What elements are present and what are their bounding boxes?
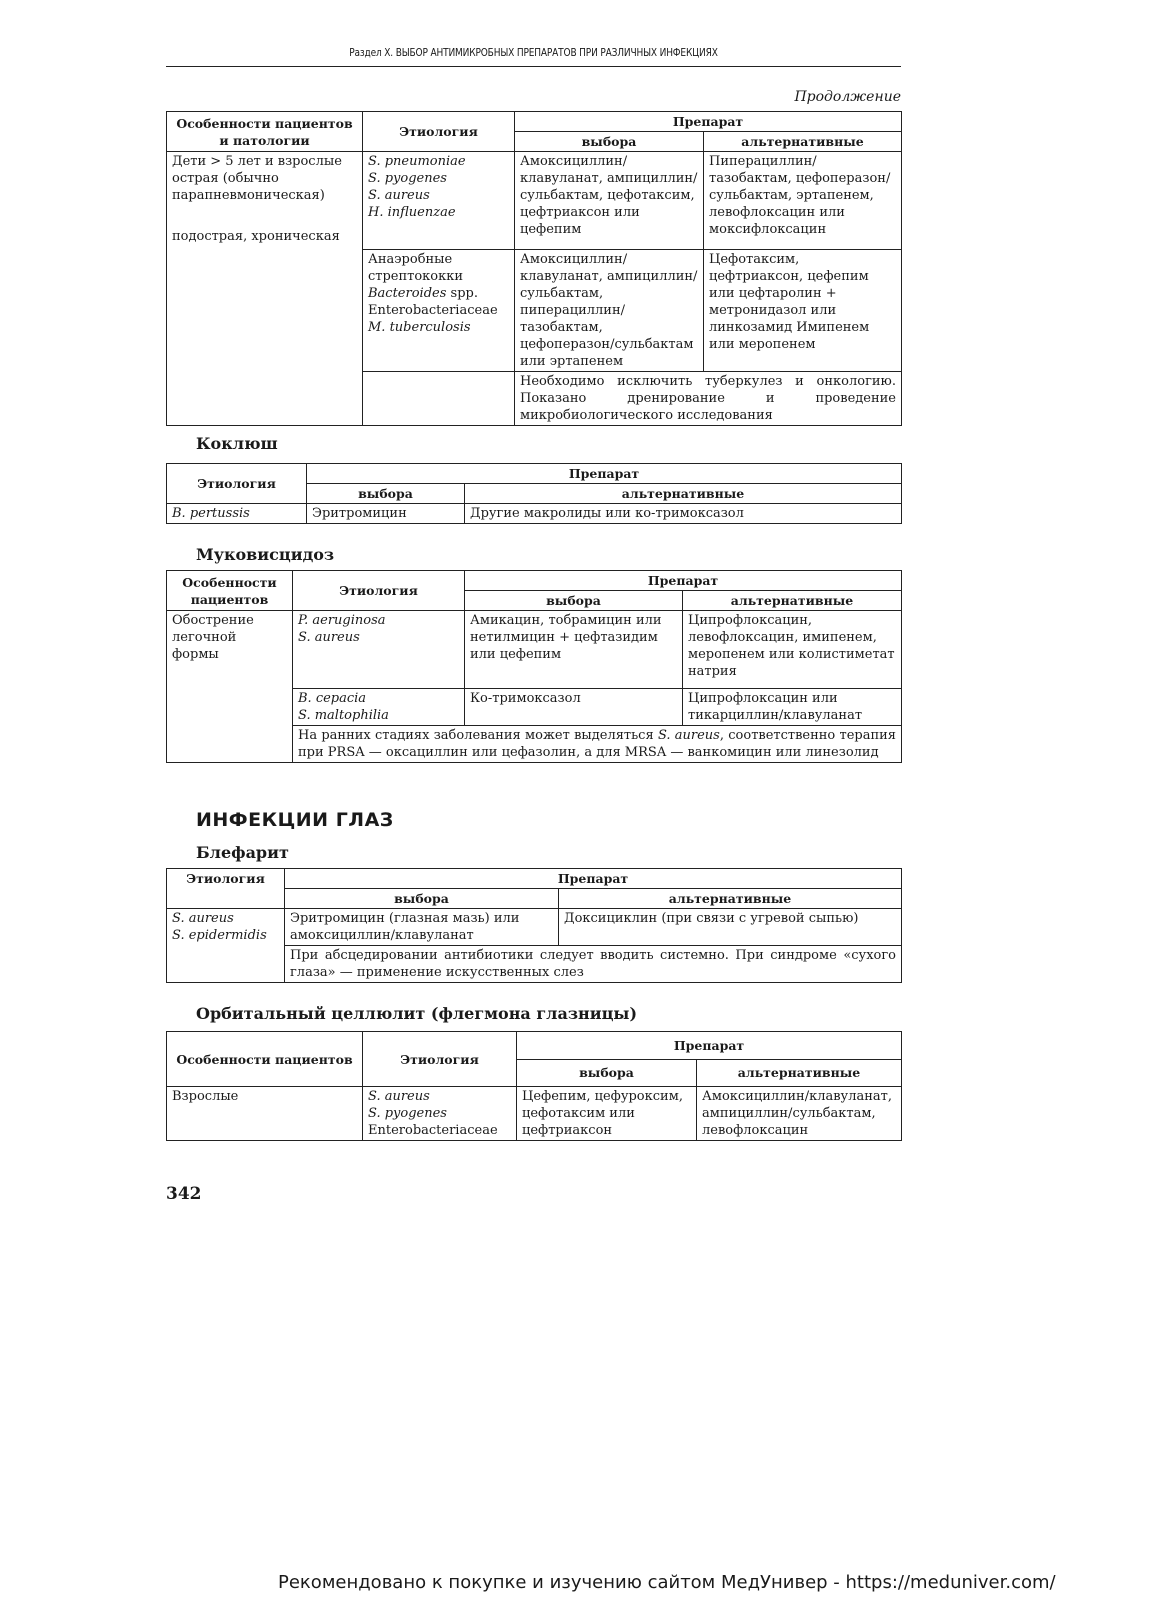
table-blepharitis <box>166 868 901 983</box>
pathogen: S. pneumoniae <box>368 154 466 169</box>
col-header-etiology: Этиология <box>363 112 515 152</box>
pathogen: S. pyogenes <box>368 1106 447 1121</box>
col-header-drug: Препарат <box>285 869 902 889</box>
alt-cell: Другие макролиды или ко-тримоксазол <box>465 504 902 524</box>
table-note: Необходимо исключить туберкулез и онкологию. Показано дренирование и проведение микробиологического исследования <box>515 372 902 426</box>
pathogen: S. maltophilia <box>298 708 389 723</box>
col-header-etiology: Этиология <box>167 869 285 909</box>
table-pleural-empyema <box>166 111 901 426</box>
col-header-drug: Препарат <box>307 464 902 484</box>
pathogen: P. aeruginosa <box>298 613 386 628</box>
etiology-cell <box>363 152 515 250</box>
pathogen: Bacteroides spp. <box>368 286 478 301</box>
pathogen: M. tuberculosis <box>368 320 471 335</box>
col-header-patient: Особенности пациентов и патологии <box>167 112 363 152</box>
continued-label: Продолжение <box>794 89 901 105</box>
choice-cell: Амоксициллин/клавуланат, ампициллин/сульбактам, пиперациллин/тазобактам, цефоперазон/сульбактам или эртапенем <box>515 250 704 372</box>
page-number: 342 <box>166 1184 202 1204</box>
patient-cell: Обострение легочной формы <box>167 611 293 763</box>
col-header-drug: Препарат <box>517 1032 902 1060</box>
footer-recommendation: Рекомендовано к покупке и изучению сайтом МедУнивер - https://meduniver.com/ <box>278 1572 1056 1593</box>
pathogen: Enterobacteriaceae <box>368 303 498 318</box>
table-note: На ранних стадиях заболевания может выделяться S. aureus, соответственно терапия при PRSA — оксациллин или цефазолин, а для MRSA — ванкомицин или линезолид <box>293 726 902 763</box>
pathogen: S. epidermidis <box>172 928 267 943</box>
col-header-choice: выбора <box>285 889 559 909</box>
col-header-drug: Препарат <box>515 112 902 132</box>
section-title-orbital: Орбитальный целлюлит (флегмона глазницы) <box>196 1004 638 1023</box>
alt-cell: Амоксициллин/клавуланат, ампициллин/сульбактам, левофлоксацин <box>697 1087 902 1141</box>
pathogen: S. aureus <box>172 911 234 926</box>
chapter-title-eye-infections: ИНФЕКЦИИ ГЛАЗ <box>196 809 394 831</box>
choice-cell: Амоксициллин/клавуланат, ампициллин/сульбактам, цефотаксим, цефтриаксон или цефепим <box>515 152 704 250</box>
col-header-choice: выбора <box>515 132 704 152</box>
col-header-alt: альтернативные <box>704 132 902 152</box>
choice-cell: Эритромицин <box>307 504 465 524</box>
pathogen: H. influenzae <box>368 205 456 220</box>
table-pertussis <box>166 463 901 524</box>
alt-cell: Цефотаксим, цефтриаксон, цефепим или цефтаролин + метронидазол или линкозамид Имипенем или меропенем <box>704 250 902 372</box>
col-header-choice: выбора <box>307 484 465 504</box>
col-header-choice: выбора <box>465 591 683 611</box>
etiology-cell <box>293 611 465 689</box>
table-orbital <box>166 1031 901 1141</box>
col-header-alt: альтернативные <box>697 1059 902 1087</box>
col-header-patient: Особенности пациентов <box>167 571 293 611</box>
etiology-cell <box>363 250 515 372</box>
table-note: При абсцедировании антибиотики следует вводить системно. При синдроме «сухого глаза» — применение искусственных слез <box>285 946 902 983</box>
table-row <box>167 152 363 426</box>
choice-cell: Амикацин, тобрамицин или нетилмицин + цефтазидим или цефепим <box>465 611 683 689</box>
header-rule <box>166 66 901 67</box>
col-header-etiology: Этиология <box>293 571 465 611</box>
pathogen: Enterobacteriaceae <box>368 1123 498 1138</box>
col-header-alt: альтернативные <box>465 484 902 504</box>
pathogen: S. aureus <box>368 188 430 203</box>
col-header-choice: выбора <box>517 1059 697 1087</box>
col-header-etiology: Этиология <box>363 1032 517 1087</box>
running-head: Раздел X. ВЫБОР АНТИМИКРОБНЫХ ПРЕПАРАТОВ ПРИ РАЗЛИЧНЫХ ИНФЕКЦИЯХ <box>349 46 718 59</box>
choice-cell: Цефепим, цефуроксим, цефотаксим или цефтриаксон <box>517 1087 697 1141</box>
section-title-pertussis: Коклюш <box>196 434 278 453</box>
alt-cell: Ципрофлоксацин или тикарциллин/клавуланат <box>683 689 902 726</box>
pathogen: S. aureus <box>368 1089 430 1104</box>
table-cf <box>166 570 901 763</box>
alt-cell: Ципрофлоксацин, левофлоксацин, имипенем, меропенем или колистиметат натрия <box>683 611 902 689</box>
section-title-cf: Муковисцидоз <box>196 545 335 564</box>
pathogen: Анаэробные стрептококки <box>368 252 464 284</box>
pathogen: S. pyogenes <box>368 171 447 186</box>
patient-subacute: подострая, хроническая <box>172 229 340 244</box>
alt-cell: Пиперациллин/тазобактам, цефоперазон/сульбактам, эртапенем, левофлоксацин или моксифлоксацин <box>704 152 902 250</box>
etiology-cell <box>363 1087 517 1141</box>
section-title-blepharitis: Блефарит <box>196 843 289 862</box>
pathogen: B. cepacia <box>298 691 367 706</box>
col-header-patient: Особенности пациентов <box>167 1032 363 1087</box>
pathogen: S. aureus <box>298 630 360 645</box>
col-header-alt: альтернативные <box>683 591 902 611</box>
etiology-cell: B. pertussis <box>167 504 307 524</box>
choice-cell: Ко-тримоксазол <box>465 689 683 726</box>
patient-cell: Взрослые <box>167 1087 363 1141</box>
col-header-alt: альтернативные <box>559 889 902 909</box>
etiology-cell <box>293 689 465 726</box>
alt-cell: Доксициклин (при связи с угревой сыпью) <box>559 909 902 946</box>
col-header-etiology: Этиология <box>167 464 307 504</box>
choice-cell: Эритромицин (глазная мазь) или амоксициллин/клавуланат <box>285 909 559 946</box>
patient-acute: Дети > 5 лет и взрослые острая (обычно парапневмоническая) <box>172 154 342 203</box>
col-header-drug: Препарат <box>465 571 902 591</box>
etiology-cell <box>167 909 285 983</box>
